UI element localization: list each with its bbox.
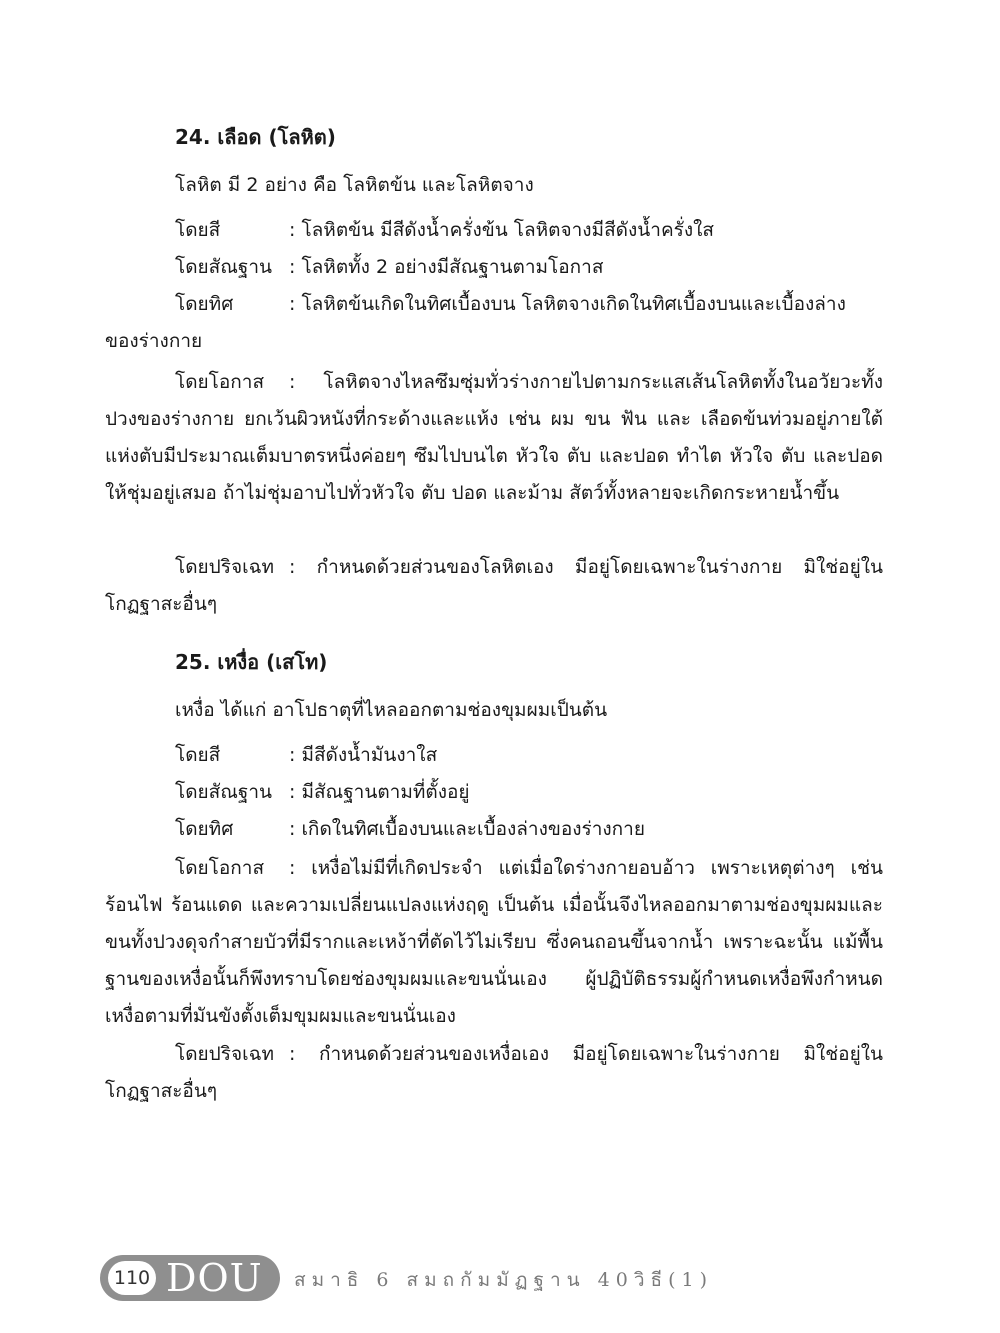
section-24-heading: 24. เลือด (โลหิต) xyxy=(175,125,336,149)
section-24-direction-label: โดยทิศ xyxy=(175,293,234,315)
section-24-color-label: โดยสี xyxy=(175,219,221,241)
section-24-shape-text: : โลหิตทั้ง 2 อย่างมีสัณฐานตามโอกาส xyxy=(289,256,604,278)
section-25-boundary-label: โดยปริจเฉท xyxy=(175,1043,275,1065)
section-24-direction-cont: ของร่างกาย xyxy=(105,330,203,352)
section-24-boundary-text: : กำหนดด้วยส่วนของโลหิตเอง มีอยู่โดยเฉพาะในร่างกาย มิใช่อยู่ในโกฏฐาสะอื่นๆ xyxy=(105,556,883,615)
section-24-intro: โลหิต มี 2 อย่าง คือ โลหิตข้น และโลหิตจาง xyxy=(175,174,534,196)
section-24-location-label: โดยโอกาส xyxy=(175,371,265,393)
section-24-boundary-label: โดยปริจเฉท xyxy=(175,556,275,578)
section-25-location-text: : เหงื่อไม่มีที่เกิดประจำ แต่เมื่อใดร่างกายอบอ้าว เพราะเหตุต่างๆ เช่น ร้อนไฟ ร้อนแดด และความเปลี่ยนแปลงแห่งฤดู เป็นต้น เมื่อนั้นจึงไหลออกมาตามช่องขุมผมและขนทั้งปวงดุจกำสายบัวที่มีรากและเหง้าที่ตัดไว้ไม่เรียบ ซึ่งคนถอนขึ้นจากน้ำ เพราะฉะนั้น แม้พื้นฐานของเหงื่อนั้นก็พึงทราบโดยช่องขุมผมและขนนั่นเอง ผู้ปฏิบัติธรรมผู้กำหนดเหงื่อพึงกำหนดเหงื่อตามที่มันขังตั้งเต็มขุมผมและขนนั่นเอง xyxy=(105,857,883,1027)
section-25-boundary-paragraph xyxy=(105,1036,883,1110)
section-24-boundary-paragraph xyxy=(105,549,883,623)
book-title: สมาธิ 6 สมถกัมมัฏฐาน 40วิธี(1) xyxy=(294,1269,714,1291)
section-24-shape-label: โดยสัณฐาน xyxy=(175,256,273,278)
section-24-color-text: : โลหิตข้น มีสีดังน้ำครั่งข้น โลหิตจางมีสีดังน้ำครั่งใส xyxy=(289,219,715,241)
section-25-shape-label: โดยสัณฐาน xyxy=(175,781,273,803)
section-25-color-label: โดยสี xyxy=(175,744,221,766)
section-25-direction-label: โดยทิศ xyxy=(175,818,234,840)
footer-badge xyxy=(100,1255,280,1301)
section-25-location-paragraph xyxy=(105,850,883,1035)
section-25-location-label: โดยโอกาส xyxy=(175,857,265,879)
page-number: 110 xyxy=(108,1261,156,1295)
section-24-direction-text: : โลหิตข้นเกิดในทิศเบื้องบน โลหิตจางเกิดในทิศเบื้องบนและเบื้องล่าง xyxy=(289,293,846,315)
page-footer xyxy=(100,1255,714,1301)
section-25-boundary-text: : กำหนดด้วยส่วนของเหงื่อเอง มีอยู่โดยเฉพาะในร่างกาย มิใช่อยู่ในโกฏฐาสะอื่นๆ xyxy=(105,1043,883,1102)
section-24-location-paragraph xyxy=(105,364,883,512)
section-24-location-text: : โลหิตจางไหลซึมซุ่มทั่วร่างกายไปตามกระแสเส้นโลหิตทั้งในอวัยวะทั้งปวงของร่างกาย ยกเว้นผิวหนังที่กระด้างและแห้ง เช่น ผม ขน ฟัน และ เลือดข้นท่วมอยู่ภายใต้แห่งตับมีประมาณเต็มบาตรหนึ่งค่อยๆ ซึมไปบนไต หัวใจ ตับ และปอด ทำไต หัวใจ ตับ และปอดให้ชุ่มอยู่เสมอ ถ้าไม่ชุ่มอาบไปทั่วหัวใจ ตับ ปอด และม้าม สัตว์ทั้งหลายจะเกิดกระหายน้ำขึ้น xyxy=(105,371,883,504)
section-25-direction-text: : เกิดในทิศเบื้องบนและเบื้องล่างของร่างกาย xyxy=(289,818,645,840)
section-25-intro: เหงื่อ ได้แก่ อาโปธาตุที่ไหลออกตามช่องขุมผมเป็นต้น xyxy=(175,699,608,721)
section-25-color-text: : มีสีดังน้ำมันงาใส xyxy=(289,744,438,766)
section-25-heading: 25. เหงื่อ (เสโท) xyxy=(175,650,328,674)
brand-logo: DOU xyxy=(166,1256,263,1300)
section-25-shape-text: : มีสัณฐานตามที่ตั้งอยู่ xyxy=(289,781,470,803)
